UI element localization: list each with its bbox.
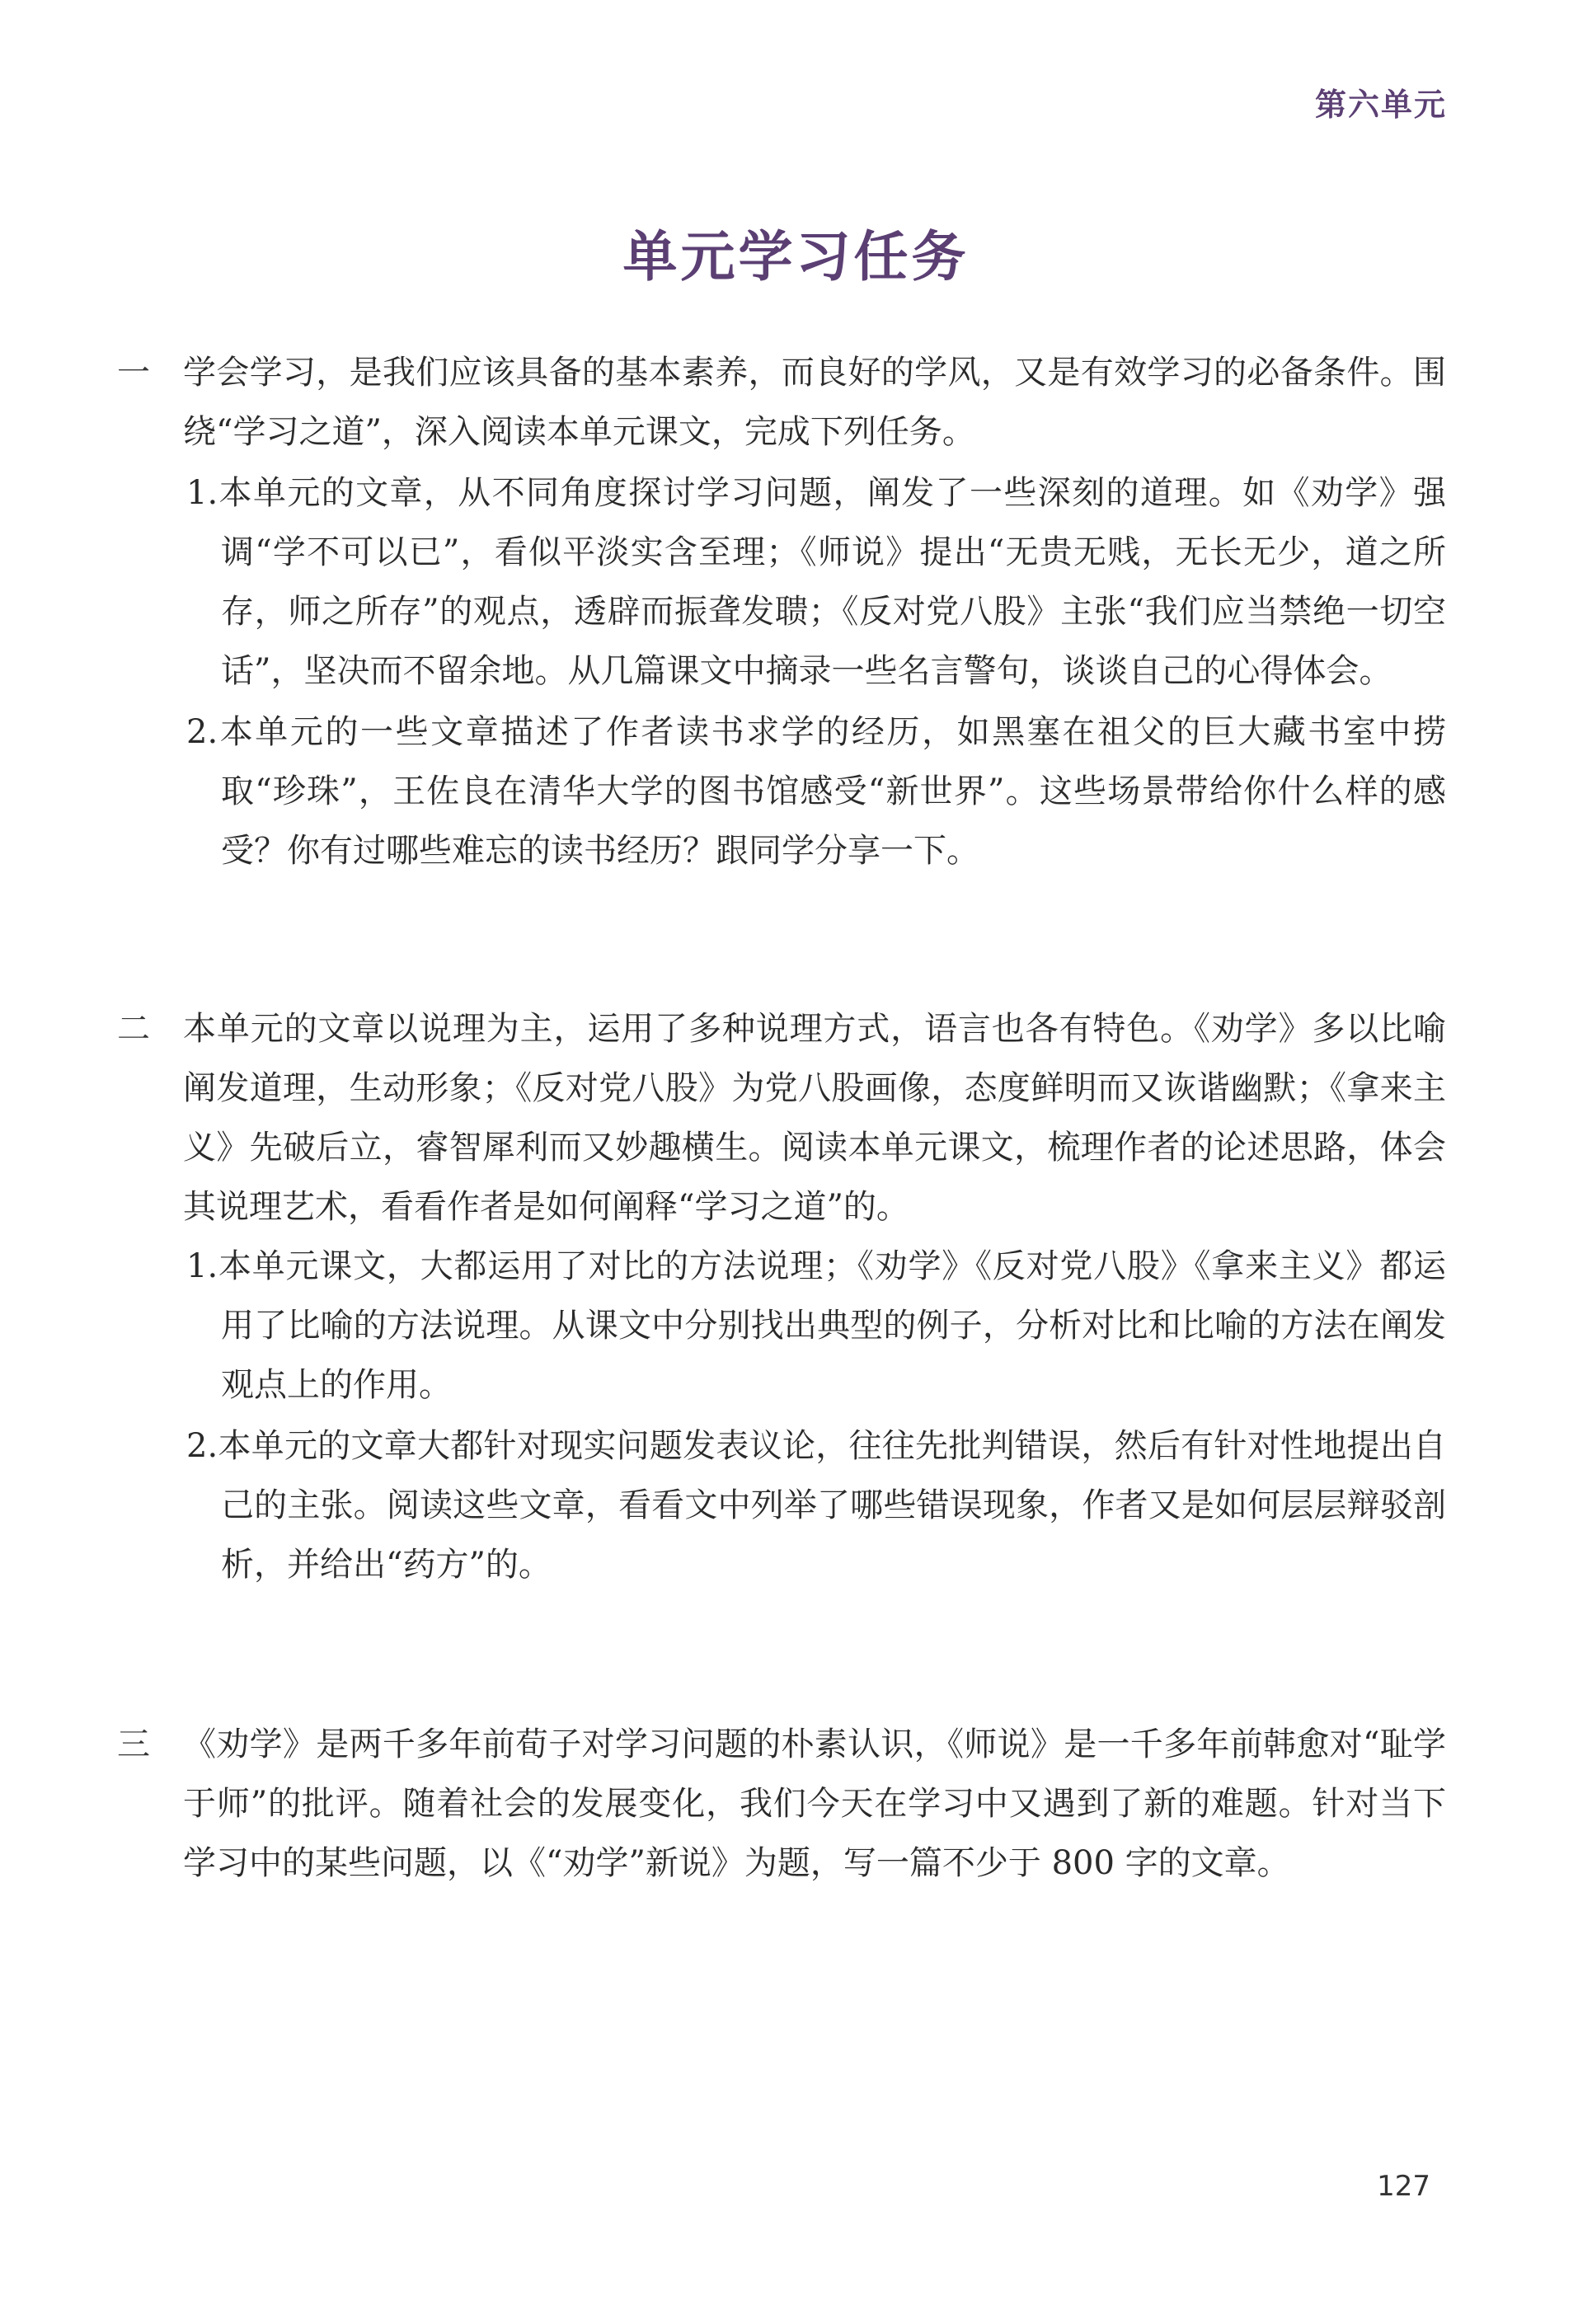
task-item-number: 2. [186, 1427, 218, 1465]
page-title: 单元学习任务 [622, 225, 970, 289]
page-number: 127 [1377, 2170, 1430, 2203]
task-item [186, 702, 1446, 880]
task-intro: 学会学习，是我们应该具备的基本素养，而良好的学风，又是有效学习的必备条件。围绕“学习之道”，深入阅读本单元课文，完成下列任务。 [183, 354, 1446, 451]
task-item-number: 2. [186, 713, 218, 751]
task-number: 三 [117, 1725, 150, 1763]
unit-label: 第六单元 [1314, 87, 1447, 123]
task-item-text: 本单元的文章，从不同角度探讨学习问题，阐发了一些深刻的道理。如《劝学》强调“学不可以已”，看似平淡实含至理；《师说》提出“无贵无贱，无长无少，道之所存，师之所存”的观点，透辟而振聋发聩；《反对党八股》主张“我们应当禁绝一切空话”，坚决而不留余地。从几篇课文中摘录一些名言警句，谈谈自己的心得体会。 [218, 474, 1446, 690]
task-item-text: 本单元课文，大都运用了对比的方法说理；《劝学》《反对党八股》《拿来主义》都运用了比喻的方法说理。从课文中分别找出典型的例子，分析对比和比喻的方法在阐发观点上的作用。 [218, 1247, 1446, 1404]
task-3 [117, 1715, 1446, 1893]
task-item-text: 本单元的文章大都针对现实问题发表议论，往往先批判错误，然后有针对性地提出自己的主张。阅读这些文章，看看文中列举了哪些错误现象，作者又是如何层层辩驳剖析，并给出“药方”的。 [218, 1427, 1446, 1584]
task-item [186, 463, 1446, 701]
task-item-number: 1. [186, 1247, 218, 1285]
task-2 [117, 999, 1446, 1594]
task-item-text: 本单元的一些文章描述了作者读书求学的经历，如黑塞在祖父的巨大藏书室中捞取“珍珠”，王佐良在清华大学的图书馆感受“新世界”。这些场景带给你什么样的感受？你有过哪些难忘的读书经历？跟同学分享一下。 [218, 713, 1446, 870]
task-number: 一 [117, 354, 150, 392]
task-intro: 《劝学》是两千多年前荀子对学习问题的朴素认识，《师说》是一千多年前韩愈对“耻学于师”的批评。随着社会的发展变化，我们今天在学习中又遇到了新的难题。针对当下学习中的某些问题，以《“劝学”新说》为题，写一篇不少于 800 字的文章。 [183, 1725, 1446, 1882]
task-1 [117, 343, 1446, 880]
task-intro: 本单元的文章以说理为主，运用了多种说理方式，语言也各有特色。《劝学》多以比喻阐发道理，生动形象；《反对党八股》为党八股画像，态度鲜明而又诙谐幽默；《拿来主义》先破后立，睿智犀利而又妙趣横生。阅读本单元课文，梳理作者的论述思路，体会其说理艺术，看看作者是如何阐释“学习之道”的。 [183, 1010, 1446, 1226]
task-item [186, 1237, 1446, 1415]
task-number: 二 [117, 1010, 150, 1048]
task-item-number: 1. [186, 474, 218, 512]
task-item [186, 1416, 1446, 1594]
